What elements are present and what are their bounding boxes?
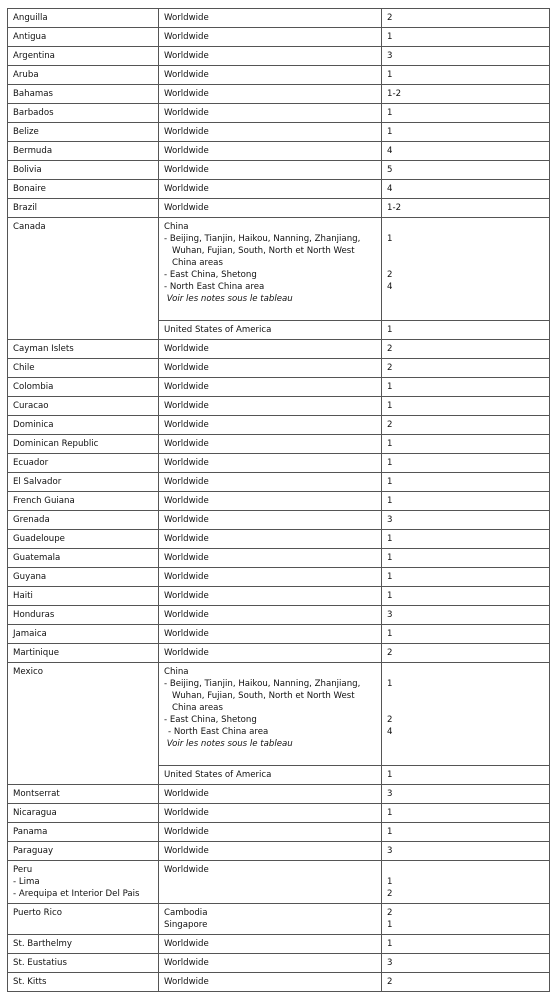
value-cell: 3: [382, 47, 550, 66]
country-cell: Puerto Rico: [8, 904, 159, 935]
region-cell: Worldwide: [159, 180, 382, 199]
country-cell: Curacao: [8, 397, 159, 416]
country-cell: Argentina: [8, 47, 159, 66]
value-cell: 3: [382, 842, 550, 861]
value-cell: 1: [382, 321, 550, 340]
region-cell: Worldwide: [159, 606, 382, 625]
country-cell: Nicaragua: [8, 804, 159, 823]
table-row: [8, 587, 550, 606]
region-cell: [159, 904, 382, 935]
sub-region-value: 2: [387, 715, 393, 725]
country-cell: St. Barthelmy: [8, 935, 159, 954]
country-cell: Dominican Republic: [8, 435, 159, 454]
country-cell: Guyana: [8, 568, 159, 587]
spacer: [387, 690, 544, 714]
sub-region-value: 2: [387, 889, 393, 899]
country-cell: Guadeloupe: [8, 530, 159, 549]
sub-region-item: - Lima: [13, 877, 40, 887]
region-cell: Worldwide: [159, 587, 382, 606]
table-row: [8, 218, 550, 321]
table-row: [8, 644, 550, 663]
region-cell: Worldwide: [159, 123, 382, 142]
region-cell: Worldwide: [159, 954, 382, 973]
country-table: [7, 8, 550, 992]
value-cell: 2: [382, 359, 550, 378]
country-name: Peru: [13, 865, 33, 875]
table-row: [8, 9, 550, 28]
value-cell: 2: [382, 9, 550, 28]
country-cell: Montserrat: [8, 785, 159, 804]
sub-region-item: - North East China area: [168, 727, 269, 737]
table-row: [8, 804, 550, 823]
table-row: [8, 511, 550, 530]
sub-region-item: - North East China area: [164, 282, 265, 292]
region-name: Singapore: [164, 920, 208, 930]
country-cell: French Guiana: [8, 492, 159, 511]
country-cell: Jamaica: [8, 625, 159, 644]
country-cell: Honduras: [8, 606, 159, 625]
country-cell: Haiti: [8, 587, 159, 606]
value-cell: 1-2: [382, 199, 550, 218]
region-cell: Worldwide: [159, 644, 382, 663]
table-row: [8, 823, 550, 842]
table-row: [8, 397, 550, 416]
region-cell: Worldwide: [159, 511, 382, 530]
region-cell: United States of America: [159, 321, 382, 340]
country-cell: Colombia: [8, 378, 159, 397]
spacer: [164, 305, 376, 317]
table-row: [8, 180, 550, 199]
table-row: [8, 161, 550, 180]
value-cell: 1: [382, 473, 550, 492]
table-row: [8, 842, 550, 861]
country-cell: [8, 861, 159, 904]
value-cell: 1: [382, 804, 550, 823]
region-cell: Worldwide: [159, 804, 382, 823]
region-name: Cambodia: [164, 908, 208, 918]
value-cell: 1: [382, 104, 550, 123]
region-cell: [159, 218, 382, 321]
table-row: [8, 435, 550, 454]
spacer: [387, 221, 544, 233]
table-note: Voir les notes sous le tableau: [164, 739, 293, 749]
value-cell: [382, 218, 550, 321]
value-cell: 1: [382, 766, 550, 785]
country-cell: Bermuda: [8, 142, 159, 161]
region-cell: Worldwide: [159, 142, 382, 161]
sub-region-item: - Arequipa et Interior Del Pais: [13, 889, 140, 899]
region-cell: Worldwide: [159, 104, 382, 123]
country-cell: Mexico: [8, 663, 159, 785]
country-cell: Guatemala: [8, 549, 159, 568]
value-cell: 3: [382, 606, 550, 625]
table-row: [8, 142, 550, 161]
country-cell: Bahamas: [8, 85, 159, 104]
value-cell: 1: [382, 397, 550, 416]
country-cell: St. Eustatius: [8, 954, 159, 973]
country-cell: Antigua: [8, 28, 159, 47]
value-cell: 3: [382, 511, 550, 530]
region-value: 2: [387, 908, 393, 918]
table-row: [8, 973, 550, 992]
region-name: China: [164, 667, 189, 677]
table-row: [8, 954, 550, 973]
value-cell: 1: [382, 625, 550, 644]
value-cell: 2: [382, 973, 550, 992]
region-cell: Worldwide: [159, 378, 382, 397]
region-cell: Worldwide: [159, 435, 382, 454]
sub-region-item: - East China, Shetong: [164, 715, 257, 725]
region-cell: Worldwide: [159, 568, 382, 587]
region-name: China: [164, 222, 189, 232]
region-cell: Worldwide: [159, 340, 382, 359]
sub-region-item: - Beijing, Tianjin, Haikou, Nanning, Zhanjiang, Wuhan, Fujian, South, North et North West China areas: [164, 234, 361, 268]
table-row: [8, 568, 550, 587]
value-cell: 4: [382, 142, 550, 161]
value-cell: 1: [382, 454, 550, 473]
value-cell: 1: [382, 549, 550, 568]
sub-region-value: 4: [387, 727, 393, 737]
region-cell: Worldwide: [159, 9, 382, 28]
value-cell: 1: [382, 823, 550, 842]
sub-region-item: - Beijing, Tianjin, Haikou, Nanning, Zhanjiang, Wuhan, Fujian, South, North et North West China areas: [164, 679, 361, 713]
region-cell: Worldwide: [159, 530, 382, 549]
region-cell: Worldwide: [159, 66, 382, 85]
region-cell: Worldwide: [159, 161, 382, 180]
region-cell: Worldwide: [159, 28, 382, 47]
value-cell: 2: [382, 416, 550, 435]
spacer: [387, 245, 544, 269]
value-cell: 3: [382, 785, 550, 804]
table-row: [8, 904, 550, 935]
sub-region-value: 1: [387, 679, 393, 689]
spacer: [164, 750, 376, 762]
region-cell: Worldwide: [159, 47, 382, 66]
region-cell: Worldwide: [159, 935, 382, 954]
sub-region-item: - East China, Shetong: [164, 270, 257, 280]
value-cell: 1: [382, 123, 550, 142]
country-cell: Grenada: [8, 511, 159, 530]
region-cell: United States of America: [159, 766, 382, 785]
table-row: [8, 359, 550, 378]
country-cell: El Salvador: [8, 473, 159, 492]
value-cell: 1: [382, 568, 550, 587]
value-cell: 1: [382, 66, 550, 85]
value-cell: 2: [382, 340, 550, 359]
table-row: [8, 663, 550, 766]
spacer: [387, 864, 544, 876]
table-row: [8, 861, 550, 904]
country-cell: Brazil: [8, 199, 159, 218]
country-cell: Cayman Islets: [8, 340, 159, 359]
region-cell: Worldwide: [159, 549, 382, 568]
sub-region-value: 1: [387, 234, 393, 244]
value-cell: 3: [382, 954, 550, 973]
value-cell: 1: [382, 435, 550, 454]
table-row: [8, 935, 550, 954]
table-row: [8, 416, 550, 435]
region-cell: [159, 663, 382, 766]
country-cell: Chile: [8, 359, 159, 378]
table-row: [8, 123, 550, 142]
table-note: Voir les notes sous le tableau: [164, 294, 293, 304]
country-cell: Bonaire: [8, 180, 159, 199]
sub-region-value: 1: [387, 877, 393, 887]
region-cell: Worldwide: [159, 359, 382, 378]
country-cell: Canada: [8, 218, 159, 340]
table-row: [8, 47, 550, 66]
table-row: [8, 530, 550, 549]
region-cell: Worldwide: [159, 473, 382, 492]
region-cell: Worldwide: [159, 785, 382, 804]
country-cell: Anguilla: [8, 9, 159, 28]
region-cell: Worldwide: [159, 199, 382, 218]
value-cell: [382, 904, 550, 935]
table-row: [8, 454, 550, 473]
region-cell: Worldwide: [159, 85, 382, 104]
sub-region-value: 2: [387, 270, 393, 280]
value-cell: 1-2: [382, 85, 550, 104]
region-cell: Worldwide: [159, 823, 382, 842]
region-value: 1: [387, 920, 393, 930]
table-row: [8, 340, 550, 359]
table-row: [8, 473, 550, 492]
region-cell: Worldwide: [159, 397, 382, 416]
country-cell: Barbados: [8, 104, 159, 123]
sub-region-value: 4: [387, 282, 393, 292]
value-cell: 1: [382, 28, 550, 47]
value-cell: 5: [382, 161, 550, 180]
table-row: [8, 378, 550, 397]
table-row: [8, 492, 550, 511]
region-cell: Worldwide: [159, 454, 382, 473]
region-cell: Worldwide: [159, 861, 382, 904]
country-cell: Paraguay: [8, 842, 159, 861]
value-cell: 1: [382, 530, 550, 549]
value-cell: 1: [382, 492, 550, 511]
region-cell: Worldwide: [159, 973, 382, 992]
value-cell: 2: [382, 644, 550, 663]
table-row: [8, 199, 550, 218]
table-row: [8, 85, 550, 104]
value-cell: 4: [382, 180, 550, 199]
country-cell: Bolivia: [8, 161, 159, 180]
value-cell: 1: [382, 587, 550, 606]
table-row: [8, 785, 550, 804]
country-cell: St. Kitts: [8, 973, 159, 992]
region-cell: Worldwide: [159, 842, 382, 861]
spacer: [387, 666, 544, 678]
country-cell: Belize: [8, 123, 159, 142]
table-row: [8, 104, 550, 123]
value-cell: [382, 663, 550, 766]
region-cell: Worldwide: [159, 416, 382, 435]
country-cell: Aruba: [8, 66, 159, 85]
country-cell: Ecuador: [8, 454, 159, 473]
table-row: [8, 625, 550, 644]
value-cell: [382, 861, 550, 904]
table-row: [8, 549, 550, 568]
country-table-body: [8, 9, 550, 992]
table-row: [8, 28, 550, 47]
country-cell: Panama: [8, 823, 159, 842]
country-cell: Dominica: [8, 416, 159, 435]
region-cell: Worldwide: [159, 492, 382, 511]
table-row: [8, 606, 550, 625]
table-row: [8, 66, 550, 85]
region-cell: Worldwide: [159, 625, 382, 644]
country-cell: Martinique: [8, 644, 159, 663]
value-cell: 1: [382, 378, 550, 397]
value-cell: 1: [382, 935, 550, 954]
